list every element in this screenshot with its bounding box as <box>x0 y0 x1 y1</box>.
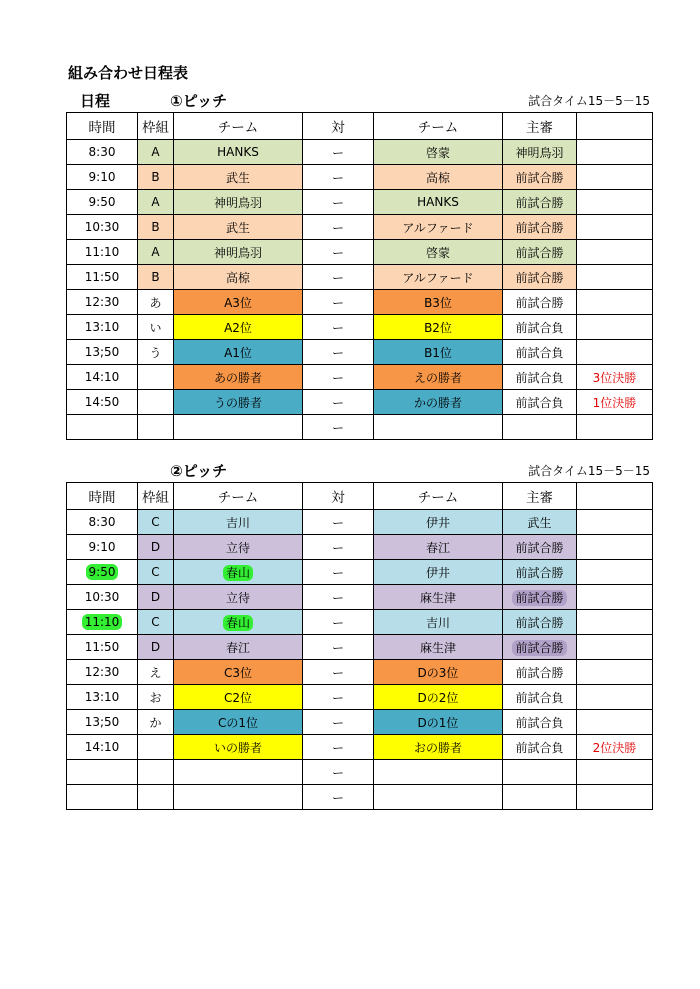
referee-cell-highlight: 前試合勝 <box>512 590 566 606</box>
note-cell <box>577 760 653 785</box>
team1-cell: C3位 <box>174 660 303 685</box>
frame-cell: C <box>138 560 174 585</box>
team1-cell <box>174 415 303 440</box>
team2-cell: 啓蒙 <box>374 140 503 165</box>
header-team: チーム <box>174 113 303 140</box>
header-referee: 主審 <box>503 113 577 140</box>
time-cell: 10:30 <box>67 585 138 610</box>
note-cell <box>577 140 653 165</box>
frame-cell: い <box>138 315 174 340</box>
table-row <box>67 535 653 560</box>
table-row <box>67 390 653 415</box>
vs-cell: ー <box>303 510 374 535</box>
team1-cell: HANKS <box>174 140 303 165</box>
team1-cell: 立待 <box>174 585 303 610</box>
pitch2-table <box>66 482 653 810</box>
vs-cell: ー <box>303 535 374 560</box>
referee-cell: 前試合負 <box>503 685 577 710</box>
frame-cell: B <box>138 165 174 190</box>
header-note <box>577 483 653 510</box>
note-cell <box>577 610 653 635</box>
time-cell: 12:30 <box>67 290 138 315</box>
team1-cell: C2位 <box>174 685 303 710</box>
team2-cell: Dの1位 <box>374 710 503 735</box>
table-row <box>67 710 653 735</box>
time-cell: 9:10 <box>67 165 138 190</box>
referee-cell: 前試合負 <box>503 315 577 340</box>
header-vs: 対 <box>303 483 374 510</box>
time-cell: 8:30 <box>67 140 138 165</box>
note-cell <box>577 315 653 340</box>
table-row <box>67 240 653 265</box>
vs-cell: ー <box>303 660 374 685</box>
team2-cell: Dの3位 <box>374 660 503 685</box>
team2-cell: 伊井 <box>374 560 503 585</box>
referee-cell: 前試合勝 <box>503 610 577 635</box>
referee-cell: 前試合勝 <box>503 165 577 190</box>
document-title: 組み合わせ日程表 <box>68 64 189 82</box>
team2-cell: B2位 <box>374 315 503 340</box>
vs-cell: ー <box>303 585 374 610</box>
team2-cell: アルファード <box>374 265 503 290</box>
table-row <box>67 165 653 190</box>
note-cell <box>577 415 653 440</box>
time-cell: 10:30 <box>67 215 138 240</box>
table-header-row <box>67 113 653 140</box>
team1-cell: Cの1位 <box>174 710 303 735</box>
table-row <box>67 760 653 785</box>
note-cell: 3位決勝 <box>577 365 653 390</box>
team2-cell: 吉川 <box>374 610 503 635</box>
frame-cell: あ <box>138 290 174 315</box>
team1-cell: あの勝者 <box>174 365 303 390</box>
frame-cell: C <box>138 610 174 635</box>
schedule-label: 日程 <box>80 92 111 110</box>
referee-cell: 前試合勝 <box>503 240 577 265</box>
time-cell <box>67 560 138 585</box>
header-frame: 枠組 <box>138 483 174 510</box>
frame-cell: う <box>138 340 174 365</box>
vs-cell: ー <box>303 685 374 710</box>
vs-cell: ー <box>303 415 374 440</box>
table-row <box>67 735 653 760</box>
team1-cell <box>174 560 303 585</box>
time-cell: 13;50 <box>67 340 138 365</box>
referee-cell: 前試合勝 <box>503 660 577 685</box>
referee-cell <box>503 760 577 785</box>
time-cell: 11:10 <box>67 240 138 265</box>
table-row <box>67 290 653 315</box>
pitch2-match-time: 試合タイム15－5－15 <box>528 464 650 478</box>
time-cell: 9:10 <box>67 535 138 560</box>
team2-cell: 高椋 <box>374 165 503 190</box>
time-cell: 13:10 <box>67 315 138 340</box>
team1-cell: 吉川 <box>174 510 303 535</box>
note-cell <box>577 510 653 535</box>
frame-cell: え <box>138 660 174 685</box>
team2-cell: B1位 <box>374 340 503 365</box>
table-row <box>67 510 653 535</box>
note-cell <box>577 290 653 315</box>
frame-cell <box>138 735 174 760</box>
table-row <box>67 660 653 685</box>
team1-cell <box>174 760 303 785</box>
team1-cell: うの勝者 <box>174 390 303 415</box>
team1-cell: A3位 <box>174 290 303 315</box>
team1-cell: A2位 <box>174 315 303 340</box>
pitch1-label: ①ピッチ <box>170 92 228 110</box>
vs-cell: ー <box>303 240 374 265</box>
header-note <box>577 113 653 140</box>
vs-cell: ー <box>303 340 374 365</box>
team1-cell: 武生 <box>174 165 303 190</box>
frame-cell: B <box>138 215 174 240</box>
vs-cell: ー <box>303 190 374 215</box>
note-cell <box>577 710 653 735</box>
header-team: チーム <box>174 483 303 510</box>
header-time: 時間 <box>67 113 138 140</box>
header-team2: チーム <box>374 113 503 140</box>
team1-cell: A1位 <box>174 340 303 365</box>
table-row <box>67 415 653 440</box>
pitch1-table <box>66 112 653 440</box>
team1-cell: 春江 <box>174 635 303 660</box>
table-row <box>67 190 653 215</box>
team2-cell: 麻生津 <box>374 585 503 610</box>
team1-cell <box>174 610 303 635</box>
vs-cell: ー <box>303 785 374 810</box>
frame-cell: C <box>138 510 174 535</box>
team2-cell: 春江 <box>374 535 503 560</box>
referee-cell: 前試合勝 <box>503 290 577 315</box>
team2-cell: アルファード <box>374 215 503 240</box>
team1-cell-highlight: 春山 <box>223 615 253 631</box>
time-cell: 14:50 <box>67 390 138 415</box>
table-row <box>67 365 653 390</box>
note-cell: 2位決勝 <box>577 735 653 760</box>
vs-cell: ー <box>303 215 374 240</box>
table-row <box>67 560 653 585</box>
vs-cell: ー <box>303 710 374 735</box>
team2-cell <box>374 760 503 785</box>
referee-cell: 前試合勝 <box>503 190 577 215</box>
team2-cell: えの勝者 <box>374 365 503 390</box>
note-cell <box>577 265 653 290</box>
vs-cell: ー <box>303 735 374 760</box>
team1-cell: いの勝者 <box>174 735 303 760</box>
team2-cell: 伊井 <box>374 510 503 535</box>
time-cell: 14:10 <box>67 735 138 760</box>
team1-cell-highlight: 春山 <box>223 565 253 581</box>
referee-cell-highlight: 前試合勝 <box>512 640 566 656</box>
vs-cell: ー <box>303 265 374 290</box>
header-time: 時間 <box>67 483 138 510</box>
note-cell <box>577 585 653 610</box>
table-row <box>67 610 653 635</box>
referee-cell: 前試合勝 <box>503 215 577 240</box>
team2-cell: HANKS <box>374 190 503 215</box>
vs-cell: ー <box>303 635 374 660</box>
frame-cell: か <box>138 710 174 735</box>
section2-header <box>66 460 652 482</box>
frame-cell <box>138 415 174 440</box>
header-frame: 枠組 <box>138 113 174 140</box>
table-row <box>67 265 653 290</box>
frame-cell: D <box>138 535 174 560</box>
team2-cell: 啓蒙 <box>374 240 503 265</box>
note-cell <box>577 535 653 560</box>
referee-cell: 前試合勝 <box>503 560 577 585</box>
note-cell <box>577 215 653 240</box>
note-cell <box>577 660 653 685</box>
vs-cell: ー <box>303 610 374 635</box>
vs-cell: ー <box>303 390 374 415</box>
time-cell: 11:50 <box>67 635 138 660</box>
vs-cell: ー <box>303 365 374 390</box>
frame-cell: D <box>138 585 174 610</box>
frame-cell: A <box>138 140 174 165</box>
note-cell <box>577 240 653 265</box>
pitch2-label: ②ピッチ <box>170 462 228 480</box>
frame-cell: A <box>138 240 174 265</box>
time-cell <box>67 760 138 785</box>
time-cell: 12:30 <box>67 660 138 685</box>
frame-cell: D <box>138 635 174 660</box>
time-cell: 8:30 <box>67 510 138 535</box>
table-row <box>67 635 653 660</box>
referee-cell: 前試合勝 <box>503 265 577 290</box>
note-cell <box>577 165 653 190</box>
table-row <box>67 215 653 240</box>
team2-cell: おの勝者 <box>374 735 503 760</box>
frame-cell: お <box>138 685 174 710</box>
table-row <box>67 340 653 365</box>
table-row <box>67 140 653 165</box>
team1-cell: 武生 <box>174 215 303 240</box>
time-cell: 13:10 <box>67 685 138 710</box>
vs-cell: ー <box>303 290 374 315</box>
referee-cell <box>503 415 577 440</box>
referee-cell: 武生 <box>503 510 577 535</box>
time-cell: 13;50 <box>67 710 138 735</box>
frame-cell: B <box>138 265 174 290</box>
vs-cell: ー <box>303 760 374 785</box>
team1-cell: 高椋 <box>174 265 303 290</box>
vs-cell: ー <box>303 560 374 585</box>
vs-cell: ー <box>303 140 374 165</box>
time-cell <box>67 610 138 635</box>
time-cell-highlight: 11:10 <box>82 614 123 630</box>
header-vs: 対 <box>303 113 374 140</box>
referee-cell: 前試合負 <box>503 710 577 735</box>
pitch1-match-time: 試合タイム15－5－15 <box>528 94 650 108</box>
referee-cell <box>503 785 577 810</box>
time-cell: 9:50 <box>67 190 138 215</box>
frame-cell <box>138 365 174 390</box>
header-referee: 主審 <box>503 483 577 510</box>
note-cell <box>577 190 653 215</box>
team2-cell <box>374 785 503 810</box>
section1-header <box>66 90 652 112</box>
table-row <box>67 315 653 340</box>
referee-cell: 前試合負 <box>503 365 577 390</box>
time-cell: 14:10 <box>67 365 138 390</box>
frame-cell <box>138 390 174 415</box>
time-cell: 11:50 <box>67 265 138 290</box>
team2-cell <box>374 415 503 440</box>
team2-cell: B3位 <box>374 290 503 315</box>
team2-cell: Dの2位 <box>374 685 503 710</box>
note-cell <box>577 785 653 810</box>
referee-cell: 前試合負 <box>503 390 577 415</box>
note-cell <box>577 685 653 710</box>
team1-cell <box>174 785 303 810</box>
table-header-row <box>67 483 653 510</box>
team1-cell: 立待 <box>174 535 303 560</box>
frame-cell <box>138 760 174 785</box>
referee-cell: 前試合負 <box>503 735 577 760</box>
team2-cell: かの勝者 <box>374 390 503 415</box>
referee-cell: 前試合勝 <box>503 535 577 560</box>
note-cell <box>577 635 653 660</box>
referee-cell: 神明鳥羽 <box>503 140 577 165</box>
note-cell: 1位決勝 <box>577 390 653 415</box>
table-row <box>67 585 653 610</box>
time-cell <box>67 785 138 810</box>
frame-cell <box>138 785 174 810</box>
table-row <box>67 785 653 810</box>
table-row <box>67 685 653 710</box>
frame-cell: A <box>138 190 174 215</box>
vs-cell: ー <box>303 165 374 190</box>
note-cell <box>577 340 653 365</box>
note-cell <box>577 560 653 585</box>
header-team2: チーム <box>374 483 503 510</box>
referee-cell: 前試合負 <box>503 340 577 365</box>
referee-cell <box>503 635 577 660</box>
team1-cell: 神明鳥羽 <box>174 240 303 265</box>
vs-cell: ー <box>303 315 374 340</box>
team1-cell: 神明鳥羽 <box>174 190 303 215</box>
team2-cell: 麻生津 <box>374 635 503 660</box>
time-cell <box>67 415 138 440</box>
referee-cell <box>503 585 577 610</box>
time-cell-highlight: 9:50 <box>86 564 119 580</box>
